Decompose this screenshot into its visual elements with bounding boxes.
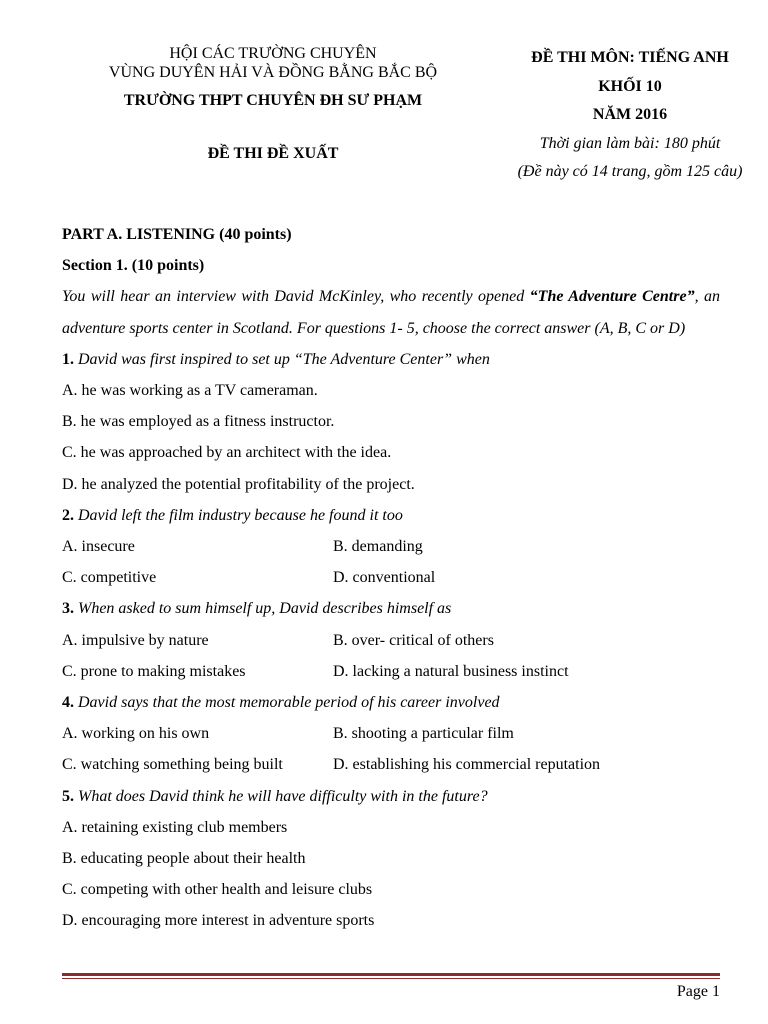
footer-rule xyxy=(62,973,720,976)
option: D. he analyzed the potential profitability of the project. xyxy=(62,475,415,493)
question-number: 5. xyxy=(62,787,74,805)
option: C. competitive xyxy=(62,569,157,587)
option-row xyxy=(62,531,720,562)
page-number: Page 1 xyxy=(676,983,720,1000)
option-row xyxy=(62,718,720,749)
option: B. he was employed as a fitness instructor. xyxy=(62,413,335,431)
question-number: 2. xyxy=(62,506,74,524)
association-name: HỘI CÁC TRƯỜNG CHUYÊN xyxy=(169,45,377,62)
school-name: TRƯỜNG THPT CHUYÊN ĐH SƯ PHẠM xyxy=(123,92,423,109)
question-stem: When asked to sum himself up, David describes himself as xyxy=(78,600,452,618)
option: D. encouraging more interest in adventure sports xyxy=(62,912,375,930)
exam-grade: KHỐI 10 xyxy=(598,77,662,95)
header-exam-info xyxy=(470,44,768,187)
option-row xyxy=(62,749,720,780)
exam-pages-note: (Đề này có 14 trang, gồm 125 câu) xyxy=(517,163,743,180)
question-stem: David says that the most memorable period of his career involved xyxy=(78,694,500,712)
option: B. educating people about their health xyxy=(62,850,306,868)
option: A. working on his own xyxy=(62,725,210,743)
question-3 xyxy=(62,593,720,624)
option: D. establishing his commercial reputation xyxy=(333,756,601,774)
question-stem: David was first inspired to set up “The Adventure Center” when xyxy=(78,350,490,368)
question-5 xyxy=(62,781,720,812)
exam-subject: ĐỀ THI MÔN: TIẾNG ANH xyxy=(531,49,729,66)
question-stem: David left the film industry because he found it too xyxy=(78,506,403,524)
section-instructions xyxy=(62,281,720,343)
instructions-text: You will hear an interview with David McKinley, who recently opened xyxy=(62,288,530,306)
option: D. lacking a natural business instinct xyxy=(333,662,569,680)
part-title: PART A. LISTENING (40 points) xyxy=(62,226,292,243)
option: A. retaining existing club members xyxy=(62,818,288,836)
instructions-centre-name: “The Adventure Centre” xyxy=(529,288,695,306)
question-number: 3. xyxy=(62,600,74,618)
option: A. impulsive by nature xyxy=(62,631,209,649)
region-name: VÙNG DUYÊN HẢI VÀ ĐỒNG BẰNG BẮC BỘ xyxy=(108,64,438,81)
option-row xyxy=(62,562,720,593)
question-number: 4. xyxy=(62,694,74,712)
header-organization xyxy=(62,44,484,163)
question-2 xyxy=(62,500,720,531)
option: D. conventional xyxy=(333,569,436,587)
option: B. shooting a particular film xyxy=(333,725,514,743)
option: C. prone to making mistakes xyxy=(62,662,246,680)
exam-time: Thời gian làm bài: 180 phút xyxy=(539,134,721,152)
instructions-text-end: , an adventure sports center in Scotland. For questions 1- 5, choose the correct answer (A, B, C or D) xyxy=(62,288,720,337)
option-row xyxy=(62,625,720,656)
option: A. he was working as a TV cameraman. xyxy=(62,382,318,400)
question-1 xyxy=(62,344,720,375)
question-stem: What does David think he will have difficulty with in the future? xyxy=(78,787,488,805)
option: B. demanding xyxy=(333,538,423,556)
option: A. insecure xyxy=(62,538,135,556)
question-4 xyxy=(62,687,720,718)
question-number: 1. xyxy=(62,350,74,368)
option: C. competing with other health and leisure clubs xyxy=(62,881,373,899)
option-row xyxy=(62,656,720,687)
exam-body xyxy=(62,219,720,937)
option: C. watching something being built xyxy=(62,756,283,774)
proposed-exam-label: ĐỀ THI ĐỀ XUẤT xyxy=(207,145,339,162)
option: B. over- critical of others xyxy=(333,631,494,649)
footer-rule-thin xyxy=(62,978,720,979)
section-title: Section 1. (10 points) xyxy=(62,257,205,275)
option: C. he was approached by an architect with the idea. xyxy=(62,444,392,462)
exam-year: NĂM 2016 xyxy=(592,106,668,123)
